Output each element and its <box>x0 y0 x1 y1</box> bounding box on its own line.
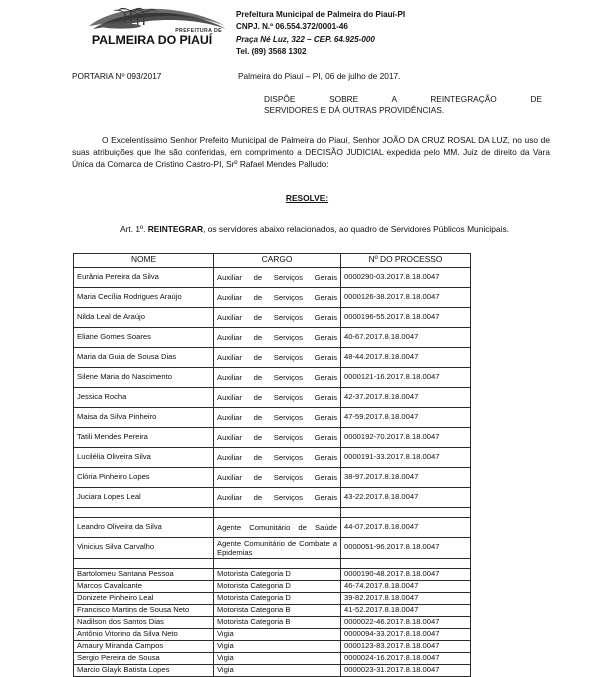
art1-prefix: Art. 1º. <box>120 224 148 235</box>
cell-processo: 0000192-70.2017.8.18.0047 <box>341 427 471 447</box>
table-header-row <box>74 253 471 267</box>
table-row <box>74 447 471 467</box>
org-address: Praça Né Luz, 322 – CEP. 64.925-000 <box>236 34 375 44</box>
cell-cargo: Motorista Categoria D <box>214 581 341 593</box>
table-row <box>74 629 471 641</box>
table-row <box>74 581 471 593</box>
cell-nome: Amaury Miranda Campos <box>74 641 214 653</box>
cell-processo: 42-37.2017.8.18.0047 <box>341 387 471 407</box>
table-row <box>74 287 471 307</box>
cell-nome: Vinicius Silva Carvalho <box>74 537 214 558</box>
cell-processo: 0000191-33.2017.8.18.0047 <box>341 447 471 467</box>
cell-processo: 0000196-55.2017.8.18.0047 <box>341 307 471 327</box>
cell-cargo: Auxiliar de Serviços Gerais <box>214 407 341 427</box>
cell-processo: 0000024-16.2017.8.18.0047 <box>341 653 471 665</box>
cell-cargo: Auxiliar de Serviços Gerais <box>214 427 341 447</box>
cell-processo: 0000190-48.2017.8.18.0047 <box>341 569 471 581</box>
cell-processo: 0000023-31.2017.8.18.0047 <box>341 665 471 677</box>
table-row <box>74 593 471 605</box>
cell-cargo: Auxiliar de Serviços Gerais <box>214 307 341 327</box>
art1-keyword: REINTEGRAR <box>147 224 204 235</box>
table-row <box>74 387 471 407</box>
cell-processo: 0000094-33.2017.8.18.0047 <box>341 629 471 641</box>
cell-processo: 0000051-96.2017.8.18.0047 <box>341 537 471 558</box>
ementa-line-1: DISPÕE SOBRE A REINTEGRAÇÃO DE <box>264 94 542 105</box>
cell-nome: Tatili Mendes Pereira <box>74 427 214 447</box>
table-row <box>74 665 471 677</box>
table-row <box>74 605 471 617</box>
column-header-processo: Nº DO PROCESSO <box>341 253 471 267</box>
art1-rest: , os servidores abaixo relacionados, ao quadro de Servidores Públicos Municipais. <box>203 224 509 235</box>
cell-cargo: Motorista Categoria D <box>214 593 341 605</box>
table-row <box>74 517 471 537</box>
org-cnpj: CNPJ. N.º 06.554.372/0001-46 <box>236 22 348 32</box>
cell-processo: 0000121-16.2017.8.18.0047 <box>341 367 471 387</box>
column-header-cargo: CARGO <box>214 253 341 267</box>
preamble-paragraph: O Excelentíssimo Senhor Prefeito Municipal de Palmeira do Piauí, Senhor JOÃO DA CRUZ ROSAL DA LUZ, no uso de suas atribuições que lhe são conferidas, em comprimento a DECISÃO JUDICIAL expedida pelo MM. Juiz de direito da Vara Única da Comarca de Cristino Castro-PI, Srº Rafael Mendes Palludo: <box>72 135 550 170</box>
cell-nome: Eliane Gomes Soares <box>74 327 214 347</box>
table-row <box>74 307 471 327</box>
cell-cargo: Auxiliar de Serviços Gerais <box>214 447 341 467</box>
cell-nome: Donizete Pinheiro Leal <box>74 593 214 605</box>
cell-processo: 43-22.2017.8.18.0047 <box>341 487 471 507</box>
cell-nome: Silene Maria do Nascimento <box>74 367 214 387</box>
table-row <box>74 427 471 447</box>
municipality-logo <box>72 4 232 46</box>
cell-processo: 39-82.2017.8.18.0047 <box>341 593 471 605</box>
cell-processo: 44-07.2017.8.18.0047 <box>341 517 471 537</box>
cell-cargo: Auxiliar de Serviços Gerais <box>214 367 341 387</box>
cell-nome: Maria Cecília Rodrigues Araújo <box>74 287 214 307</box>
ementa <box>264 94 542 116</box>
table-row <box>74 617 471 629</box>
cell-nome: Maria da Guia de Sousa Dias <box>74 347 214 367</box>
cell-processo: 40-67.2017.8.18.0047 <box>341 327 471 347</box>
logo-prefeitura-text: PREFEITURA DE <box>175 28 222 34</box>
cell-nome: Lucilélia Oliveira Silva <box>74 447 214 467</box>
resolve-heading-wrap <box>0 188 614 206</box>
cell-cargo: Vigia <box>214 641 341 653</box>
ementa-line-2: SERVIDORES E DÁ OUTRAS PROVIDÊNCIAS. <box>264 105 445 116</box>
spacer-cell <box>74 507 214 517</box>
table-row <box>74 367 471 387</box>
cell-nome: Marcos Cavalcante <box>74 581 214 593</box>
cell-processo: 41-52.2017.8.18.0047 <box>341 605 471 617</box>
cell-nome: Jessica Rocha <box>74 387 214 407</box>
cell-nome: Maisa da Silva Pinheiro <box>74 407 214 427</box>
cell-processo: 0000290-03.2017.8.18.0047 <box>341 267 471 287</box>
cell-cargo: Auxiliar de Serviços Gerais <box>214 467 341 487</box>
cell-processo: 46-74.2017.8.18.0047 <box>341 581 471 593</box>
cell-processo: 0000123-83.2017.8.18.0047 <box>341 641 471 653</box>
table-group-spacer <box>74 507 471 517</box>
resolve-heading: RESOLVE: <box>285 193 329 204</box>
table-row <box>74 537 471 558</box>
cell-processo: 38-97.2017.8.18.0047 <box>341 467 471 487</box>
cell-cargo: Auxiliar de Serviços Gerais <box>214 287 341 307</box>
table-row <box>74 467 471 487</box>
logo-city-name: PALMEIRA DO PIAUÍ <box>91 33 213 47</box>
cell-cargo: Auxiliar de Serviços Gerais <box>214 267 341 287</box>
org-phone: Tel. (89) 3568 1302 <box>236 46 307 56</box>
table-row <box>74 487 471 507</box>
cell-nome: Nilda Leal de Araújo <box>74 307 214 327</box>
cell-nome: Leandro Oliveira da Silva <box>74 517 214 537</box>
org-name: Prefeitura Municipal de Palmeira do Piauí-PI <box>236 10 406 19</box>
document-date: Palmeira do Piauí – PI, 06 de julho de 2017. <box>238 71 401 82</box>
cell-processo: 48-44.2017.8.18.0047 <box>341 347 471 367</box>
cell-cargo: Vigia <box>214 653 341 665</box>
portaria-number: PORTARIA Nº 093/2017 <box>72 71 162 82</box>
cell-cargo: Auxiliar de Serviços Gerais <box>214 347 341 367</box>
spacer-cell <box>74 559 214 569</box>
cell-cargo: Motorista Categoria B <box>214 617 341 629</box>
servants-table <box>73 253 471 677</box>
cell-cargo: Vigia <box>214 665 341 677</box>
cell-processo: 47-59.2017.8.18.0047 <box>341 407 471 427</box>
table-row <box>74 267 471 287</box>
cell-nome: Antônio Vitorino da Silva Neto <box>74 629 214 641</box>
table-row <box>74 407 471 427</box>
cell-nome: Eurânia Pereira da Silva <box>74 267 214 287</box>
table-row <box>74 569 471 581</box>
cell-nome: Bartolomeu Santana Pessoa <box>74 569 214 581</box>
article-1-paragraph <box>72 224 550 236</box>
organization-details <box>236 4 614 58</box>
cell-cargo: Agente Comunitário de Combate a Epidemias <box>214 537 341 558</box>
document-header <box>0 0 614 58</box>
cell-cargo: Vigia <box>214 629 341 641</box>
portaria-row <box>0 71 614 85</box>
cell-nome: Sergio Pereira de Sousa <box>74 653 214 665</box>
table-head <box>74 253 471 267</box>
cell-cargo: Auxiliar de Serviços Gerais <box>214 387 341 407</box>
table-row <box>74 347 471 367</box>
cell-nome: Nadilson dos Santos Dias <box>74 617 214 629</box>
cell-cargo: Motorista Categoria B <box>214 605 341 617</box>
table-row <box>74 327 471 347</box>
spacer-cell <box>341 559 471 569</box>
cell-nome: Marcio Glayk Batista Lopes <box>74 665 214 677</box>
spacer-cell <box>214 559 341 569</box>
table-group-spacer <box>74 559 471 569</box>
spacer-cell <box>341 507 471 517</box>
cell-cargo: Agente Comunitário de Saúde <box>214 517 341 537</box>
table-row <box>74 653 471 665</box>
cell-cargo: Auxiliar de Serviços Gerais <box>214 327 341 347</box>
spacer-cell <box>214 507 341 517</box>
cell-processo: 0000126-38.2017.8.18.0047 <box>341 287 471 307</box>
cell-nome: Clória Pinheiro Lopes <box>74 467 214 487</box>
cell-nome: Francisco Martins de Sousa Neto <box>74 605 214 617</box>
cell-processo: 0000022-46.2017.8.18.0047 <box>341 617 471 629</box>
servants-table-wrap <box>73 253 470 677</box>
table-body <box>74 267 471 676</box>
cell-cargo: Auxiliar de Serviços Gerais <box>214 487 341 507</box>
cell-cargo: Motorista Categoria D <box>214 569 341 581</box>
cell-nome: Juciara Lopes Leal <box>74 487 214 507</box>
table-row <box>74 641 471 653</box>
column-header-nome: NOME <box>74 253 214 267</box>
